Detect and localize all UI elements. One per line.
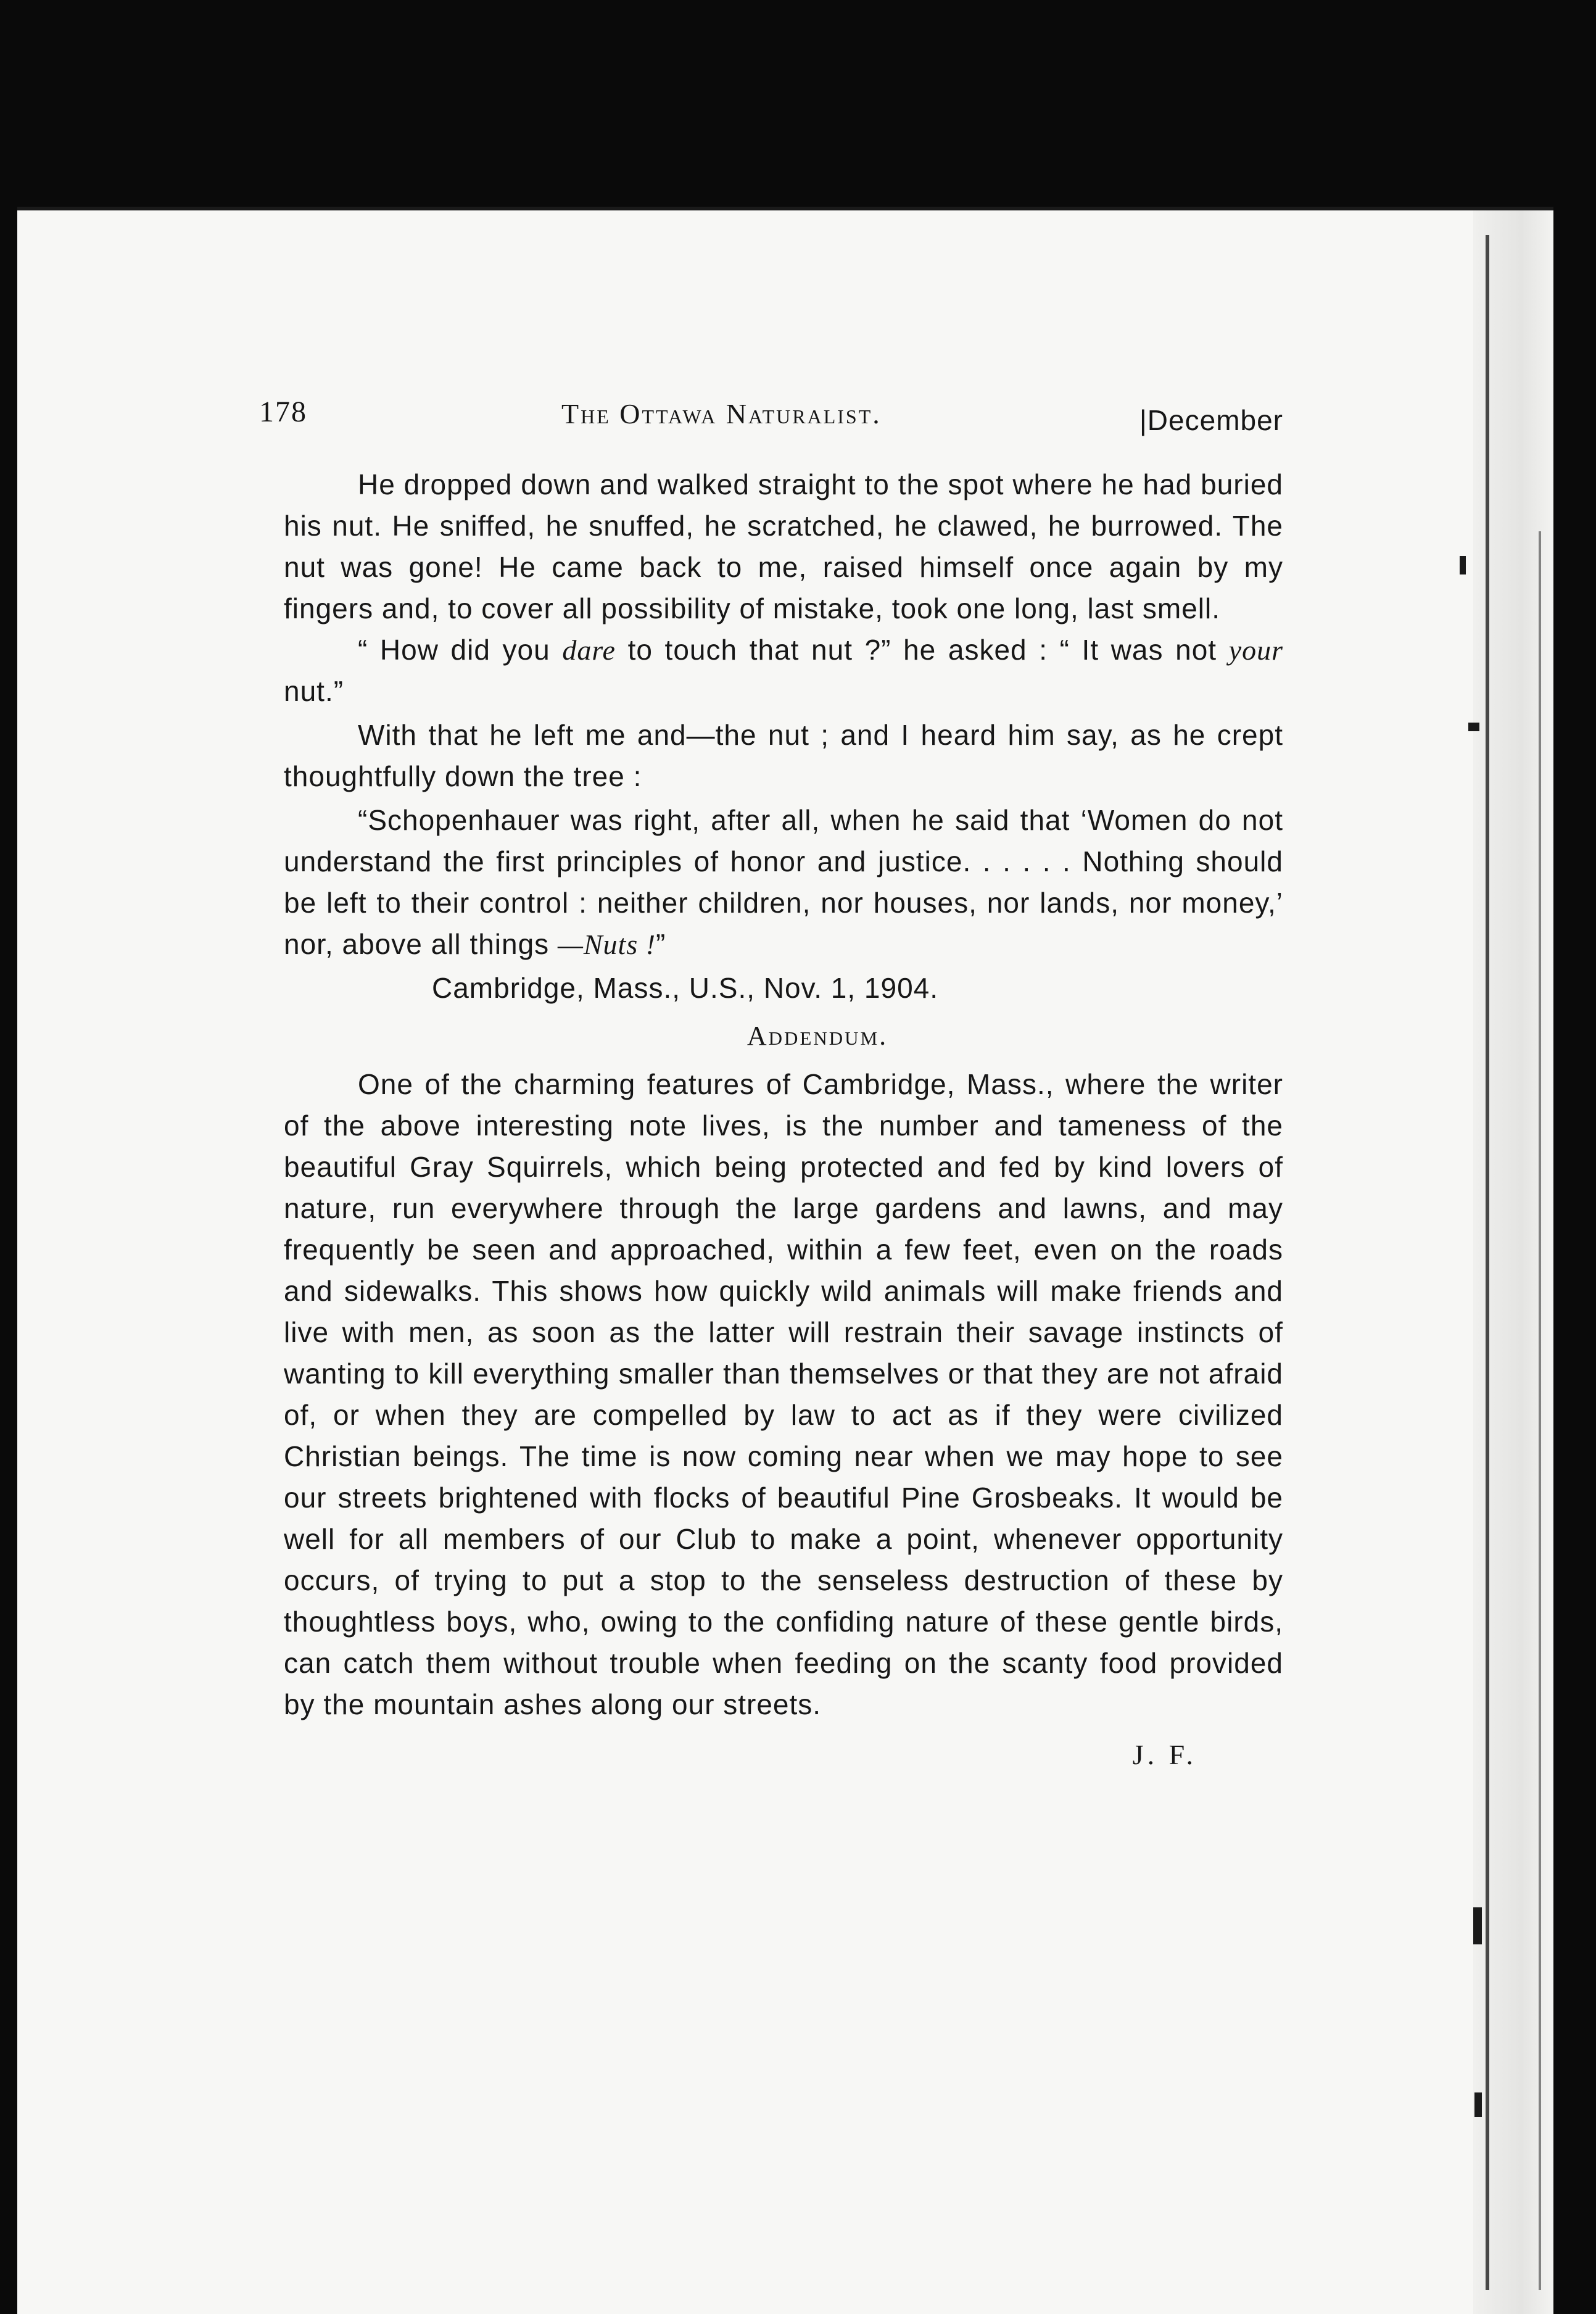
story-paragraph: With that he left me and—the nut ; and I heard him say, as he crept thoughtfully down the tree :	[284, 719, 1283, 792]
addendum-paragraph: One of the charming features of Cambridge, Mass., where the writer of the above interesting note lives, is the number and tameness of the beautiful Gray Squirrels, which being protected and fed by kind lovers of nature, run everywhere through the large gardens and lawns, and may frequently be seen and approached, within a few feet, even on the roads and sidewalks. This shows how quickly wild animals will make friends and live with men, as soon as the latter will restrain their savage instincts of wanting to kill everything smaller than themselves or that they are not afraid of, or when they are compelled by law to act as if they were civilized Christian beings. The time is now coming near when we may hope to see our streets brightened with flocks of beautiful Pine Grosbeaks. It would be well for all members of our Club to make a point, whenever opportunity occurs, of trying to put a stop to the senseless destruction of these by thoughtless boys, who, owing to the confiding nature of these gentle birds, can catch them without trouble when feeding on the scanty food provided by the mountain ashes along our streets.	[284, 1068, 1283, 1720]
page-number: 178	[259, 396, 307, 428]
story-emphasis: your	[1228, 634, 1284, 666]
dateline: Cambridge, Mass., U.S., Nov. 1, 1904.	[432, 972, 939, 1004]
gutter-edge-line	[1539, 531, 1541, 2290]
article-body	[284, 464, 1283, 1775]
gutter-shadow-line	[1486, 235, 1489, 2290]
story-emphasis: dare	[562, 634, 616, 666]
binding-mark	[1474, 2092, 1482, 2117]
story-text: to touch that nut ?” he asked : “ It was not	[615, 634, 1229, 666]
story-text: nut.”	[284, 675, 344, 707]
story-text: ”	[656, 928, 666, 960]
binding-mark	[1468, 723, 1479, 731]
story-text: “Schopenhauer was right, after all, when he said that ‘Women do not understand the first principles of honor and justice. . . . . . Nothing should be left to their control : neither children, nor houses, nor lands, nor money,’ nor, above all things	[284, 804, 1283, 960]
journal-title: The Ottawa Naturalist.	[561, 398, 882, 429]
issue-month: |December	[1139, 404, 1283, 436]
addendum-heading: Addendum.	[746, 1021, 888, 1051]
story-paragraph	[284, 629, 1283, 712]
author-initials: J. F.	[1132, 1739, 1197, 1770]
binding-mark	[1473, 1907, 1482, 1944]
story-text: “ How did you	[358, 634, 563, 666]
story-paragraph	[284, 800, 1283, 965]
story-paragraph: He dropped down and walked straight to the spot where he had buried his nut. He sniffed, he snuffed, he scratched, he clawed, he burrowed. The nut was gone! He came back to me, raised himself once again by my fingers and, to cover all possibility of mistake, took one long, last smell.	[284, 468, 1283, 624]
page-header	[259, 395, 1283, 444]
binding-mark	[1460, 556, 1466, 574]
story-emphasis: —Nuts !	[557, 929, 656, 960]
